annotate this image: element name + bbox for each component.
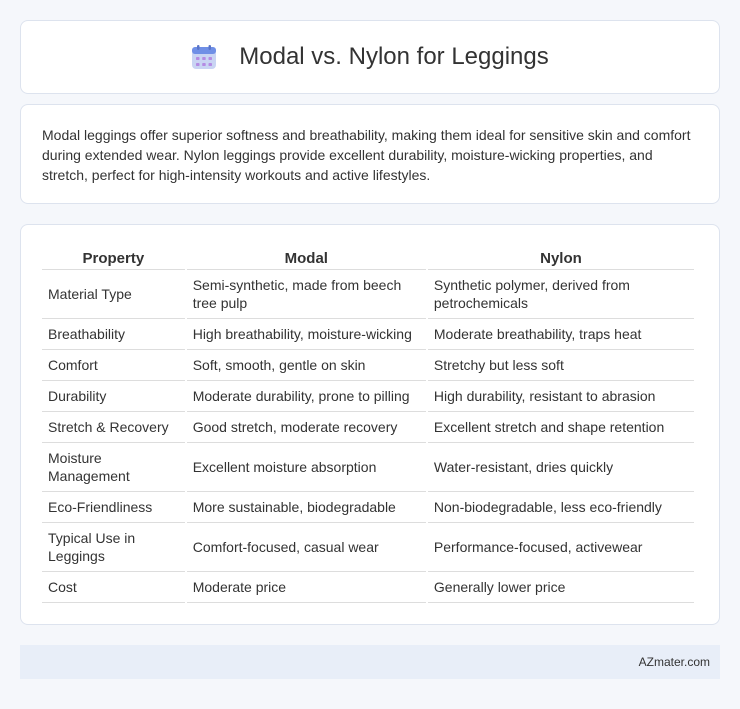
row-modal: Semi-synthetic, made from beech tree pulp — [187, 270, 426, 319]
row-modal: Good stretch, moderate recovery — [187, 412, 426, 443]
comparison-table — [40, 246, 696, 603]
row-modal: Moderate price — [187, 572, 426, 603]
table-row — [42, 350, 694, 381]
table-row — [42, 523, 694, 572]
table-row — [42, 443, 694, 492]
row-property: Material Type — [42, 270, 185, 319]
row-nylon: Moderate breathability, traps heat — [428, 319, 694, 350]
row-nylon: High durability, resistant to abrasion — [428, 381, 694, 412]
row-nylon: Excellent stretch and shape retention — [428, 412, 694, 443]
header-modal: Modal — [187, 246, 426, 270]
table-row — [42, 381, 694, 412]
row-nylon: Stretchy but less soft — [428, 350, 694, 381]
header-property: Property — [42, 246, 185, 270]
row-property: Durability — [42, 381, 185, 412]
row-nylon: Non-biodegradable, less eco-friendly — [428, 492, 694, 523]
row-nylon: Performance-focused, activewear — [428, 523, 694, 572]
table-row — [42, 412, 694, 443]
table-row — [42, 319, 694, 350]
calendar-icon — [191, 44, 217, 70]
row-modal: More sustainable, biodegradable — [187, 492, 426, 523]
row-property: Stretch & Recovery — [42, 412, 185, 443]
table-row — [42, 492, 694, 523]
row-property: Moisture Management — [42, 443, 185, 492]
row-property: Comfort — [42, 350, 185, 381]
row-property: Breathability — [42, 319, 185, 350]
row-modal: High breathability, moisture-wicking — [187, 319, 426, 350]
footer-brand[interactable]: AZmater.com — [638, 655, 710, 669]
table-header-row — [42, 246, 694, 270]
page-title: Modal vs. Nylon for Leggings — [239, 43, 549, 70]
header-nylon: Nylon — [428, 246, 694, 270]
row-property: Cost — [42, 572, 185, 603]
table-row — [42, 270, 694, 319]
row-modal: Soft, smooth, gentle on skin — [187, 350, 426, 381]
row-modal: Moderate durability, prone to pilling — [187, 381, 426, 412]
comparison-table-card — [20, 224, 720, 625]
row-property: Typical Use in Leggings — [42, 523, 185, 572]
row-nylon: Water-resistant, dries quickly — [428, 443, 694, 492]
row-nylon: Generally lower price — [428, 572, 694, 603]
row-modal: Excellent moisture absorption — [187, 443, 426, 492]
title-card — [20, 20, 720, 94]
footer — [20, 645, 720, 679]
row-property: Eco-Friendliness — [42, 492, 185, 523]
summary-text: Modal leggings offer superior softness and breathability, making them ideal for sensitive skin and comfort during extended wear. Nylon leggings provide excellent durability, moisture-wicking properties, and stretch, perfect for high-intensity workouts and active lifestyles. — [42, 127, 691, 183]
summary-card — [20, 104, 720, 204]
row-nylon: Synthetic polymer, derived from petrochemicals — [428, 270, 694, 319]
table-row — [42, 572, 694, 603]
row-modal: Comfort-focused, casual wear — [187, 523, 426, 572]
